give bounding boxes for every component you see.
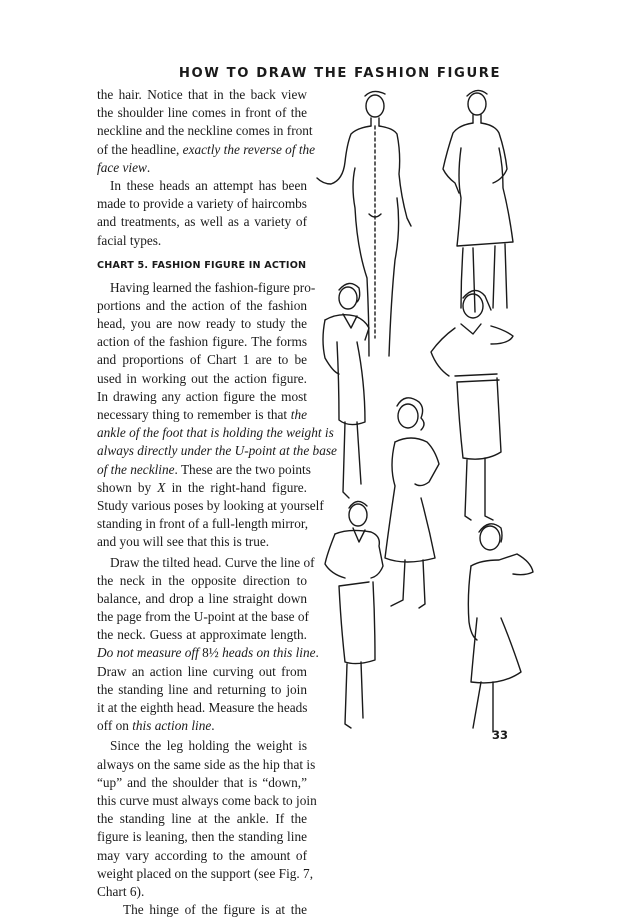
text-run: necessary thing to remember is that (97, 407, 288, 422)
italic-emphasis: face view (97, 159, 147, 175)
text-line: may vary according to the amount of (97, 847, 307, 863)
paragraph-6 (97, 901, 307, 919)
text-line: action of the fashion figure. The forms (97, 334, 307, 350)
figure-belted-dress-hand-to-head (431, 290, 513, 520)
paragraph-4 (97, 554, 319, 736)
figure-v-neck-dress-looking-left (323, 283, 369, 498)
text-line: it at the eighth head. Measure the heads (97, 700, 308, 715)
figure-in-slip-hands-on-hips (443, 90, 513, 312)
text-line: Chart 6). (97, 883, 145, 899)
text-line: portions and the action of the fashion (97, 297, 307, 313)
text-line (97, 644, 319, 662)
text-run: . (315, 645, 319, 661)
text-line: always on the same side as the hip that is (97, 756, 316, 772)
text-line: and treatments, as well as a variety of (97, 214, 307, 230)
paragraph-5 (97, 737, 317, 901)
text-line: the neck. Guess at approximate length. (97, 627, 307, 643)
text-line: used in working out the action figure. (97, 370, 307, 386)
figure-flared-dress-hand-to-shoulder (468, 524, 533, 732)
text-run: . (146, 159, 151, 175)
text-line: Draw the tilted head. Curve the line of (110, 554, 315, 570)
section-heading: CHART 5. FASHION FIGURE IN ACTION (97, 259, 307, 271)
italic-emphasis: Do not measure off (97, 645, 199, 661)
italic-emphasis: X (157, 479, 166, 495)
italic-line: ankle of the foot that is holding the weight is (97, 425, 334, 441)
text-run: of the headline, (97, 141, 180, 157)
text-line: The hinge of the figure is at the (123, 902, 307, 918)
text-line (97, 406, 307, 424)
fashion-figures-illustration (305, 88, 545, 738)
text-run: in the right-hand figure. (171, 479, 308, 495)
text-line: Since the leg holding the weight is (110, 738, 307, 754)
text-line: In these heads an attempt has been (110, 177, 307, 193)
text-line: standing in front of a full-length mirror, (97, 516, 309, 532)
italic-line: always directly under the U-point at the base (97, 443, 337, 459)
text-line: facial types. (97, 232, 162, 248)
text-line: head, you are now ready to study the (97, 316, 307, 332)
italic-emphasis: exactly the reverse of the (182, 141, 316, 157)
text-line (97, 159, 307, 177)
text-line: In drawing any action figure the most (97, 388, 307, 404)
text-line (97, 479, 307, 497)
italic-emphasis: heads on this line (222, 645, 316, 661)
text-line: made to provide a variety of haircombs (97, 196, 307, 212)
text-line: the neck in the opposite direction to (97, 572, 307, 588)
paragraph-1 (97, 86, 316, 177)
fraction: 8½ (202, 645, 219, 661)
text-line: the page from the U-point at the base of (97, 609, 309, 625)
text-line (97, 717, 307, 735)
text-line: figure is leaning, then the standing line (97, 829, 307, 845)
text-line: weight placed on the support (see Fig. 7, (97, 865, 314, 881)
text-run: . (211, 718, 215, 734)
text-line: this curve must always come back to join (97, 792, 317, 808)
body-text-column (97, 86, 337, 919)
text-line: Study various poses by looking at yourself (97, 497, 324, 513)
text-line: the hair. Notice that in the back view (97, 87, 307, 102)
text-line: Having learned the fashion-figure pro- (110, 279, 316, 295)
text-line: the standing line at the ankle. If the (97, 811, 307, 827)
text-run: . These are the two points (174, 461, 311, 477)
text-run: off on (97, 718, 129, 734)
text-line: and you will see that this is true. (97, 534, 270, 550)
text-line: neckline and the neckline comes in front (97, 123, 313, 139)
figure-wavy-hair-hand-on-hip (385, 398, 439, 608)
text-line: Draw an action line curving out from (97, 663, 307, 679)
italic-emphasis: of the neckline (97, 461, 175, 477)
figure-suit-hands-on-hips (325, 501, 383, 728)
text-line: balance, and drop a line straight down (97, 590, 307, 606)
text-run: shown by (97, 479, 152, 495)
text-line: and proportions of Chart 1 are to be (97, 352, 307, 368)
italic-emphasis: this action line (132, 718, 212, 734)
text-line (97, 141, 316, 159)
nude-figure-with-action-line (317, 91, 411, 356)
running-head: HOW TO DRAW THE FASHION FIGURE (178, 66, 502, 81)
page-number: 33 (492, 728, 509, 742)
text-line (97, 461, 311, 479)
text-line: the standing line and returning to join (97, 681, 307, 697)
paragraph-3 (97, 279, 337, 552)
text-line: “up” and the shoulder that is “down,” (97, 774, 307, 790)
italic-emphasis: the (290, 407, 308, 422)
paragraph-2 (97, 177, 307, 250)
text-line: the shoulder line comes in front of the (97, 105, 307, 121)
